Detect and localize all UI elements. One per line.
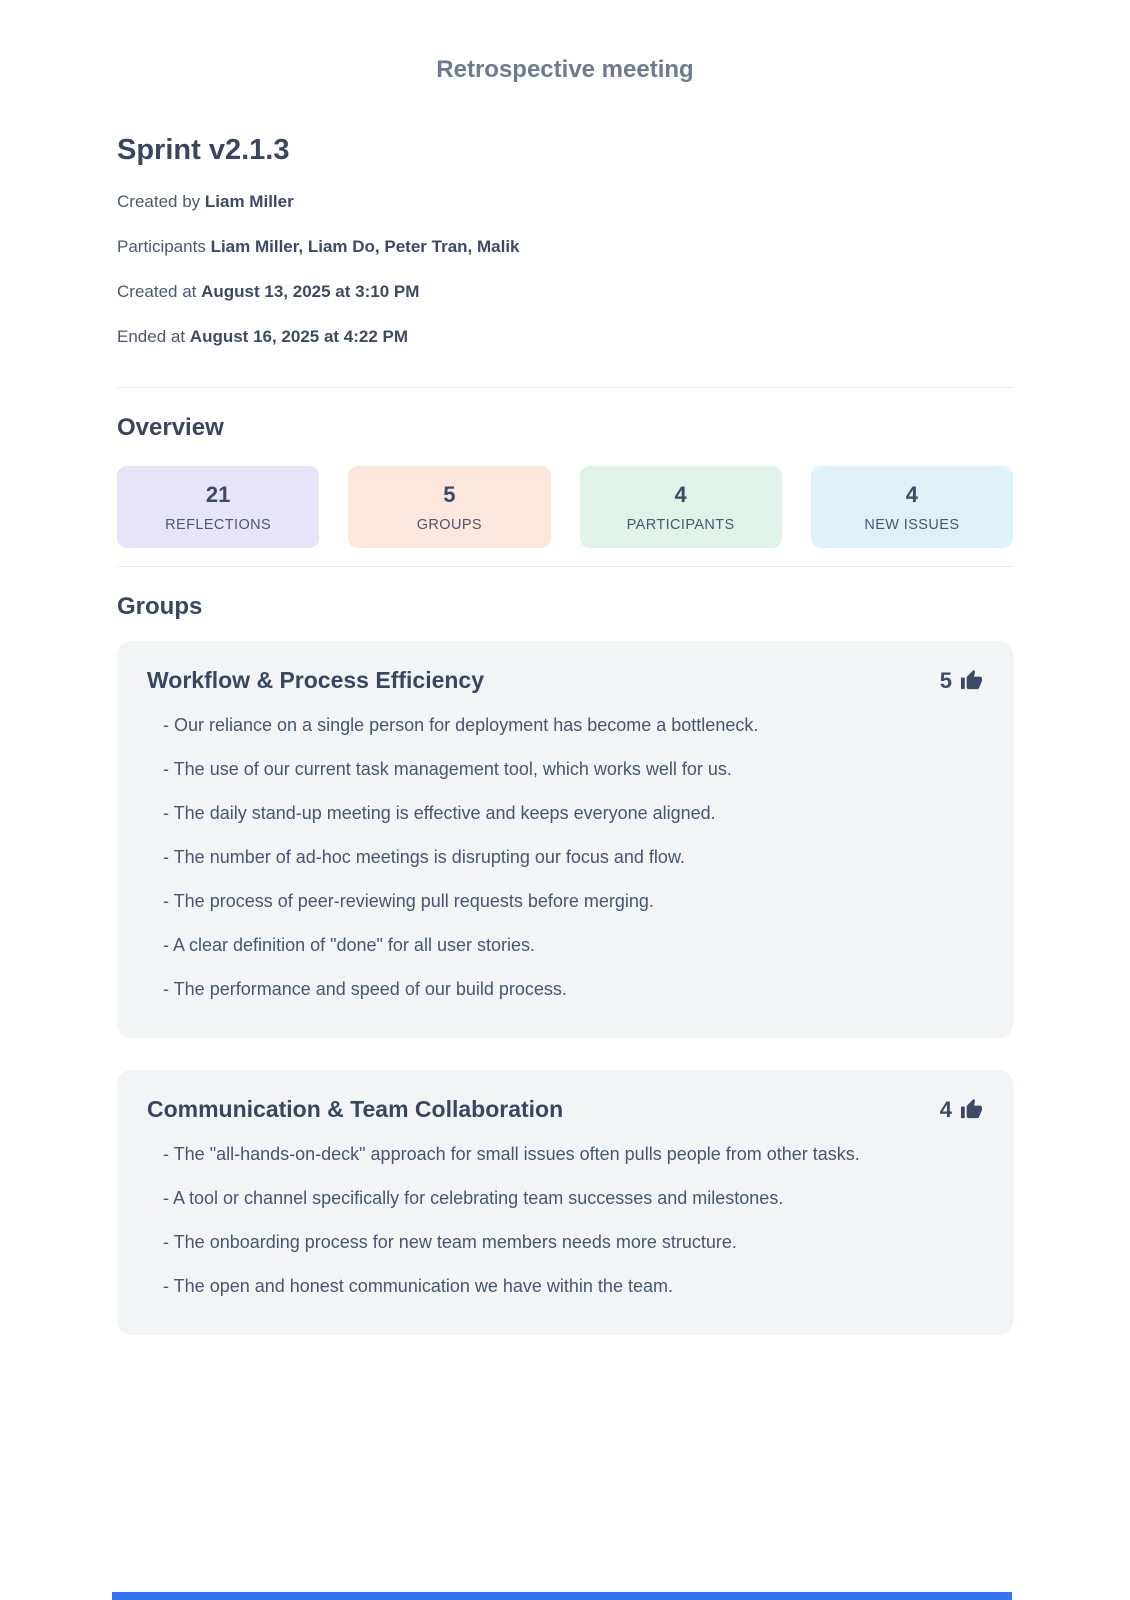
- reflection-item: - The open and honest communication we have within the team.: [163, 1276, 673, 1296]
- participants-line: [117, 237, 1013, 257]
- stat-card-participants: [580, 466, 782, 548]
- overview-heading: Overview: [117, 414, 224, 441]
- group-header: [147, 667, 983, 694]
- created-by-label: Created by: [117, 192, 201, 211]
- stat-label: GROUPS: [416, 517, 482, 533]
- participants-label: Participants: [117, 237, 206, 256]
- divider-middle: [117, 566, 1013, 567]
- reflection-item: - The use of our current task management tool, which works well for us.: [163, 759, 732, 779]
- created-by-line: [117, 192, 1013, 212]
- report-page: [117, 0, 1013, 1335]
- ended-at-value: August 16, 2025 at 4:22 PM: [189, 327, 409, 346]
- stat-card-groups: [348, 466, 550, 548]
- thumbs-up-icon: [960, 1098, 983, 1121]
- reflection-item: - The number of ad-hoc meetings is disrupting our focus and flow.: [163, 847, 685, 867]
- vote-count: 5: [939, 667, 952, 693]
- stat-card-reflections: [117, 466, 319, 548]
- reflection-item: - The process of peer-reviewing pull requests before merging.: [163, 891, 654, 911]
- stat-value: 4: [905, 482, 918, 507]
- reflection-item: - The onboarding process for new team members needs more structure.: [163, 1232, 737, 1252]
- groups-heading: Groups: [117, 593, 203, 620]
- reflection-item: - The daily stand-up meeting is effective and keeps everyone aligned.: [163, 803, 716, 823]
- bottom-accent-bar: [112, 1592, 1012, 1600]
- stat-card-new-issues: [811, 466, 1013, 548]
- group-card-communication: [117, 1070, 1013, 1335]
- group-votes: [940, 1097, 983, 1123]
- reflection-item: - The performance and speed of our build process.: [163, 979, 567, 999]
- group-votes: [940, 668, 983, 694]
- stat-label: PARTICIPANTS: [626, 517, 735, 533]
- reflection-item: - Our reliance on a single person for deployment has become a bottleneck.: [163, 715, 759, 735]
- group-title: Communication & Team Collaboration: [147, 1096, 564, 1122]
- stat-value: 5: [443, 482, 456, 507]
- group-header: [147, 1096, 983, 1123]
- created-at-label: Created at: [117, 282, 197, 301]
- ended-at-label: Ended at: [117, 327, 186, 346]
- reflection-list: [147, 1139, 983, 1302]
- reflection-item: - A clear definition of "done" for all user stories.: [163, 935, 535, 955]
- participants-value: Liam Miller, Liam Do, Peter Tran, Malik: [210, 237, 520, 256]
- group-card-workflow: [117, 641, 1013, 1038]
- created-by-value: Liam Miller: [204, 192, 294, 211]
- reflection-list: [147, 710, 983, 1005]
- created-at-value: August 13, 2025 at 3:10 PM: [201, 282, 420, 301]
- thumbs-up-icon: [960, 669, 983, 692]
- reflection-item: - The "all-hands-on-deck" approach for small issues often pulls people from other tasks.: [163, 1144, 860, 1164]
- stat-value: 4: [674, 482, 687, 507]
- sprint-title: Sprint v2.1.3: [117, 134, 290, 166]
- overview-stats: [117, 466, 1013, 548]
- reflection-item: - A tool or channel specifically for celebrating team successes and milestones.: [163, 1188, 784, 1208]
- group-title: Workflow & Process Efficiency: [147, 667, 485, 693]
- stat-label: NEW ISSUES: [864, 517, 960, 533]
- document-header: Retrospective meeting: [436, 56, 694, 83]
- divider-top: [117, 387, 1013, 388]
- stat-value: 21: [205, 482, 231, 507]
- vote-count: 4: [939, 1096, 952, 1122]
- stat-label: REFLECTIONS: [165, 517, 272, 533]
- created-at-line: [117, 282, 1013, 302]
- ended-at-line: [117, 327, 1013, 347]
